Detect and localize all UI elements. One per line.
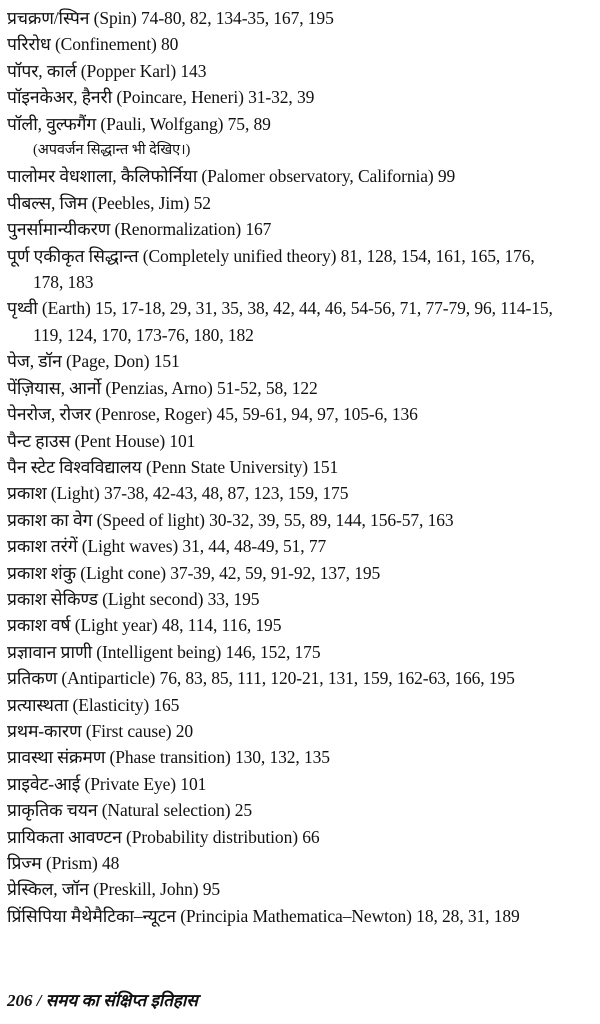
index-entry-text: प्रिज्म (Prism) 48	[7, 853, 120, 873]
index-entry-text: पेज, डॉन (Page, Don) 151	[7, 351, 180, 372]
index-entry	[7, 31, 593, 57]
index-entry	[7, 639, 593, 665]
index-entry-text: पॉली, वुल्फगैंग (Pauli, Wolfgang) 75, 89	[7, 113, 271, 134]
index-note	[7, 137, 593, 163]
index-entry-text: पुनर्सामान्यीकरण (Renormalization) 167	[7, 219, 272, 240]
index-entry-text: पैन स्टेट विश्वविद्यालय (Penn State University) 151	[7, 456, 339, 477]
index-entry-text: (अपवर्जन सिद्धान्त भी देखिए।)	[33, 142, 191, 159]
index-entry	[7, 428, 593, 454]
index-entry	[7, 480, 593, 506]
index-entry-text: प्रकाश शंकु (Light cone) 37-39, 42, 59, 91-92, 137, 195	[7, 562, 381, 583]
index-entry	[7, 295, 593, 348]
index-entry-text: प्रकाश सेकिण्ड (Light second) 33, 195	[7, 588, 260, 609]
index-entry-text: प्रज्ञावान प्राणी (Intelligent being) 146, 152, 175	[7, 641, 321, 662]
index-entry-text: प्रकाश (Light) 37-38, 42-43, 48, 87, 123, 159, 175	[7, 483, 349, 504]
index-entry	[7, 58, 593, 84]
index-entry	[7, 5, 593, 31]
index-entry	[7, 692, 593, 718]
index-entry	[7, 560, 593, 586]
index-entry	[7, 533, 593, 559]
index-entry	[7, 111, 593, 137]
index-entry-text: प्रचक्रण/स्पिन (Spin) 74-80, 82, 134-35, 167, 195	[7, 8, 334, 28]
index-entry-text: प्रायिकता आवण्टन (Probability distribution) 66	[7, 826, 320, 847]
index-entry-continuation: 119, 124, 170, 173-76, 180, 182	[33, 324, 254, 345]
index-entry	[7, 665, 593, 691]
index-entry	[7, 797, 593, 823]
index-entry-text: प्रिंसिपिया मैथेमैटिका–न्यूटन (Principia Mathematica–Newton) 18, 28, 31, 189	[7, 905, 520, 926]
index-entry-text: प्राइवेट-आई (Private Eye) 101	[7, 773, 207, 794]
index-entries	[7, 5, 593, 929]
index-entry-text: प्रकाश तरंगें (Light waves) 31, 44, 48-49, 51, 77	[7, 536, 327, 557]
index-entry	[7, 190, 593, 216]
index-entry	[7, 771, 593, 797]
index-entry-text: प्राकृतिक चयन (Natural selection) 25	[7, 800, 253, 821]
index-entry	[7, 216, 593, 242]
index-entry	[7, 401, 593, 427]
index-entry-text: पृथ्वी (Earth) 15, 17-18, 29, 31, 35, 38, 42, 44, 46, 54-56, 71, 77-79, 96, 114-15,	[7, 298, 553, 319]
index-entry	[7, 718, 593, 744]
index-entry-text: पूर्ण एकीकृत सिद्धान्त (Completely unified theory) 81, 128, 154, 161, 165, 176,	[7, 245, 535, 266]
index-entry	[7, 454, 593, 480]
index-entry-text: प्रावस्था संक्रमण (Phase transition) 130, 132, 135	[7, 747, 330, 768]
index-entry	[7, 876, 593, 902]
index-entry	[7, 348, 593, 374]
index-entry	[7, 824, 593, 850]
index-entry-text: प्रेस्किल, जॉन (Preskill, John) 95	[7, 879, 221, 900]
index-entry	[7, 903, 593, 929]
index-entry-text: पॉइनकेअर, हैनरी (Poincare, Heneri) 31-32, 39	[7, 87, 315, 108]
index-entry	[7, 586, 593, 612]
index-entry-text: पॉपर, कार्ल (Popper Karl) 143	[7, 60, 207, 81]
index-entry-text: पीबल्स, जिम (Peebles, Jim) 52	[7, 192, 211, 213]
index-entry-text: प्रत्यास्थता (Elasticity) 165	[7, 694, 180, 715]
index-entry-text: प्रकाश का वेग (Speed of light) 30-32, 39, 55, 89, 144, 156-57, 163	[7, 509, 454, 530]
index-entry	[7, 744, 593, 770]
index-entry-text: परिरोध (Confinement) 80	[7, 34, 179, 55]
index-entry	[7, 243, 593, 296]
index-entry-text: पेनरोज, रोजर (Penrose, Roger) 45, 59-61, 94, 97, 105-6, 136	[7, 404, 418, 425]
index-entry-text: पैन्ट हाउस (Pent House) 101	[7, 430, 196, 451]
index-entry-text: प्रथम-कारण (First cause) 20	[7, 720, 194, 741]
index-entry-text: प्रकाश वर्ष (Light year) 48, 114, 116, 195	[7, 615, 282, 636]
index-entry	[7, 84, 593, 110]
index-entry-text: पेंज़ियास, आर्नो (Penzias, Arno) 51-52, 58, 122	[7, 377, 318, 398]
index-entry	[7, 375, 593, 401]
index-entry-continuation: 178, 183	[33, 272, 94, 293]
index-entry	[7, 163, 593, 189]
index-entry	[7, 850, 593, 876]
index-entry-text: पालोमर वेधशाला, कैलिफोर्निया (Palomer observatory, California) 99	[7, 166, 456, 187]
index-entry	[7, 612, 593, 638]
index-entry	[7, 507, 593, 533]
index-entry-text: प्रतिकण (Antiparticle) 76, 83, 85, 111, 120-21, 131, 159, 162-63, 166, 195	[7, 668, 515, 689]
page-footer: 206 / समय का संक्षिप्त इतिहास	[7, 991, 198, 1010]
